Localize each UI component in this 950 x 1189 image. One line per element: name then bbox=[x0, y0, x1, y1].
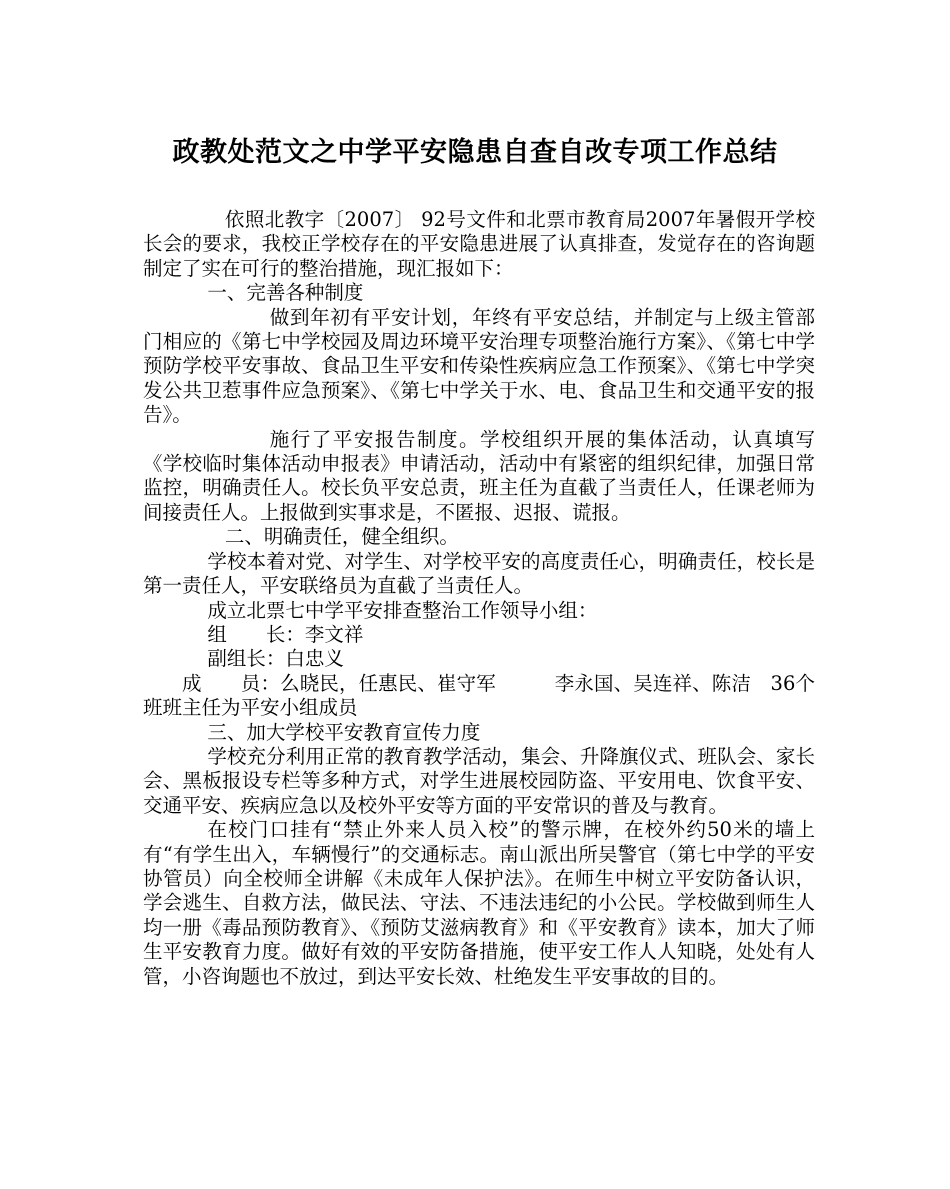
paragraph-intro: 依照北教字〔2007〕 92号文件和北票市教育局2007年暑假开学校长会的要求，我校正学校存在的平安隐患进展了认真排查，发觉存在的咨询题制定了实在可行的整治措施，现汇报如下： bbox=[143, 208, 815, 280]
section-heading-1: 一、完善各种制度 bbox=[207, 281, 364, 305]
paragraph-measures: 在校门口挂有“禁止外来人员入校”的警示牌，在校外约50米的墙上有“有学生出入，车辆慢行”的交通标志。南山派出所吴警官（第七中学的平安协管员）向全校师全讲解《未成年人保护法》。在师生中树立平安防备认识，学会逃生、自救方法，做民法、守法、不违法违纪的小公民。学校做到师生人均一册《毒品预防教育》、《预防艾滋病教育》和《平安教育》读本，加大了师生平安教育力度。做好有效的平安防备措施，使平安工作人人知晓，处处有人管，小咨询题也不放过，到达平安长效、杜绝发生平安事故的目的。 bbox=[143, 818, 815, 988]
paragraph-plans: 做到年初有平安计划，年终有平安总结，并制定与上级主管部门相应的《第七中学校园及周边环境平安治理专项整治施行方案》、《第七中学预防学校平安事故、食品卫生平安和传染性疾病应急工作预案》、《第七中学突发公共卫惹事件应急预案》、《第七中学关于水、电、食品卫生和交通平安的报告》。 bbox=[143, 305, 815, 427]
document-title: 政教处范文之中学平安隐患自查自改专项工作总结 bbox=[172, 137, 778, 168]
paragraph-responsibility: 学校本着对党、对学生、对学校平安的高度责任心，明确责任，校长是第一责任人，平安联络员为直截了当责任人。 bbox=[143, 549, 815, 598]
group-leader-line: 组 长：李文祥 bbox=[207, 622, 364, 646]
section-heading-2: 二、明确责任，健全组织。 bbox=[224, 525, 459, 549]
section-heading-3: 三、加大学校平安教育宣传力度 bbox=[207, 720, 481, 744]
document-body bbox=[143, 208, 815, 989]
paragraph-reporting: 施行了平安报告制度。学校组织开展的集体活动，认真填写《学校临时集体活动申报表》申请活动，活动中有紧密的组织纪律，加强日常监控，明确责任人。校长负平安总责，班主任为直截了当责任人，任课老师为间接责任人。上报做到实事求是，不匿报、迟报、谎报。 bbox=[143, 427, 815, 524]
members-line: 成 员：么晓民，任惠民、崔守军 李永国、吴连祥、陈洁 36个班班主任为平安小组成员 bbox=[143, 671, 815, 720]
deputy-leader-line: 副组长：白忠义 bbox=[207, 647, 344, 671]
paragraph-education: 学校充分利用正常的教育教学活动，集会、升降旗仪式、班队会、家长会、黑板报设专栏等多种方式，对学生进展校园防盗、平安用电、饮食平安、交通平安、疾病应急以及校外平安等方面的平安常识的普及与教育。 bbox=[143, 744, 815, 817]
paragraph-leadership-group: 成立北票七中学平安排查整治工作领导小组： bbox=[207, 598, 598, 622]
